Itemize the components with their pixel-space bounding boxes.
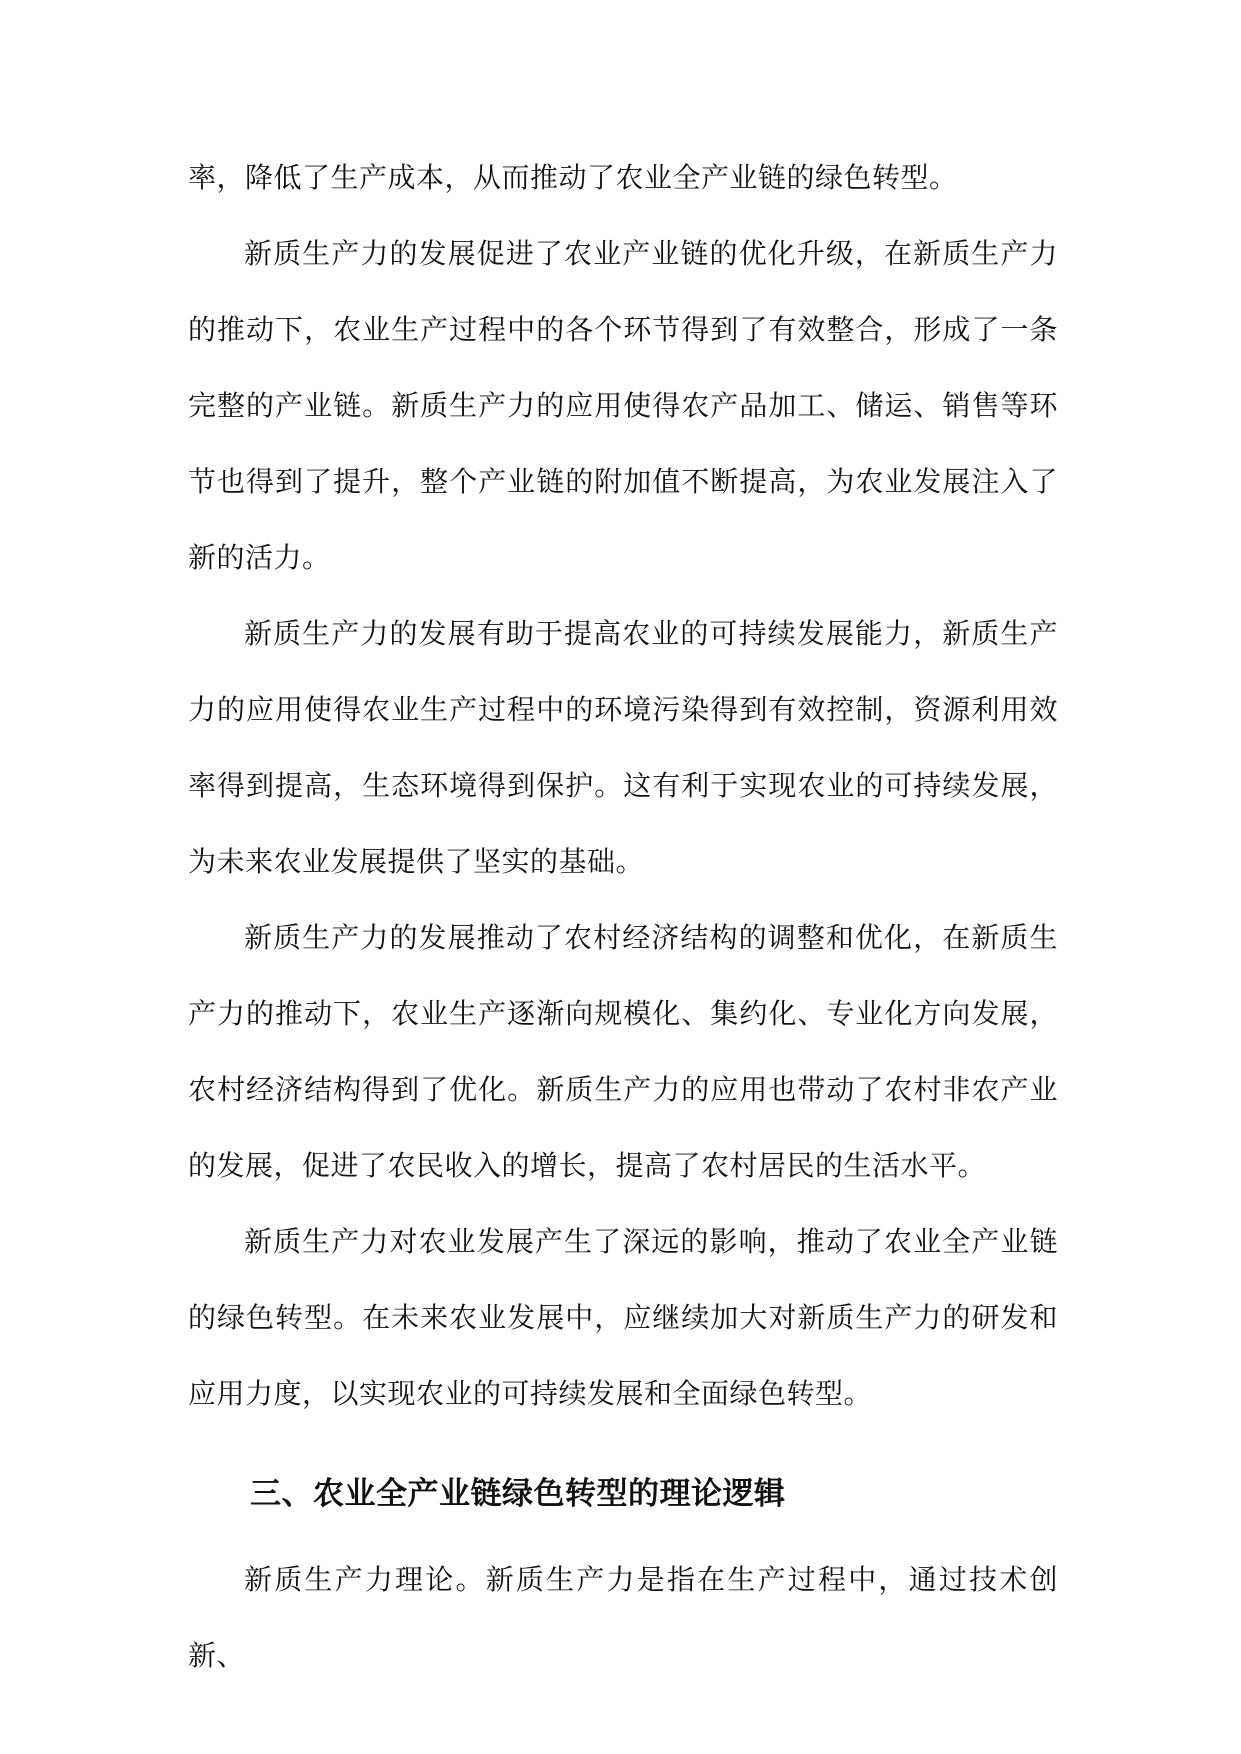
paragraph-industry-chain: 新质生产力的发展促进了农业产业链的优化升级，在新质生产力的推动下，农业生产过程中的各个环节得到了有效整合，形成了一条完整的产业链。新质生产力的应用使得农产品加工、储运、销售等环节也得到了提升，整个产业链的附加值不断提高，为农业发展注入了新的活力。 — [188, 237, 1058, 574]
paragraph-rural-economy: 新质生产力的发展推动了农村经济结构的调整和优化，在新质生产力的推动下，农业生产逐渐向规模化、集约化、专业化方向发展，农村经济结构得到了优化。新质生产力的应用也带动了农村非农产业的发展，促进了农民收入的增长，提高了农村居民的生活水平。 — [188, 921, 1058, 1182]
section-heading: 三、农业全产业链绿色转型的理论逻辑 — [250, 1476, 786, 1512]
paragraph-theory: 新质生产力理论。新质生产力是指在生产过程中，通过技术创新、 — [188, 1563, 1058, 1672]
paragraph-conclusion: 新质生产力对农业发展产生了深远的影响，推动了农业全产业链的绿色转型。在未来农业发展中，应继续加大对新质生产力的研发和应用力度，以实现农业的可持续发展和全面绿色转型。 — [188, 1225, 1058, 1410]
document-body — [188, 140, 1058, 1694]
paragraph-continuation: 率，降低了生产成本，从而推动了农业全产业链的绿色转型。 — [188, 161, 958, 194]
paragraph-sustainability: 新质生产力的发展有助于提高农业的可持续发展能力，新质生产力的应用使得农业生产过程中的环境污染得到有效控制，资源利用效率得到提高，生态环境得到保护。这有利于实现农业的可持续发展，为未来农业发展提供了坚实的基础。 — [188, 617, 1058, 878]
